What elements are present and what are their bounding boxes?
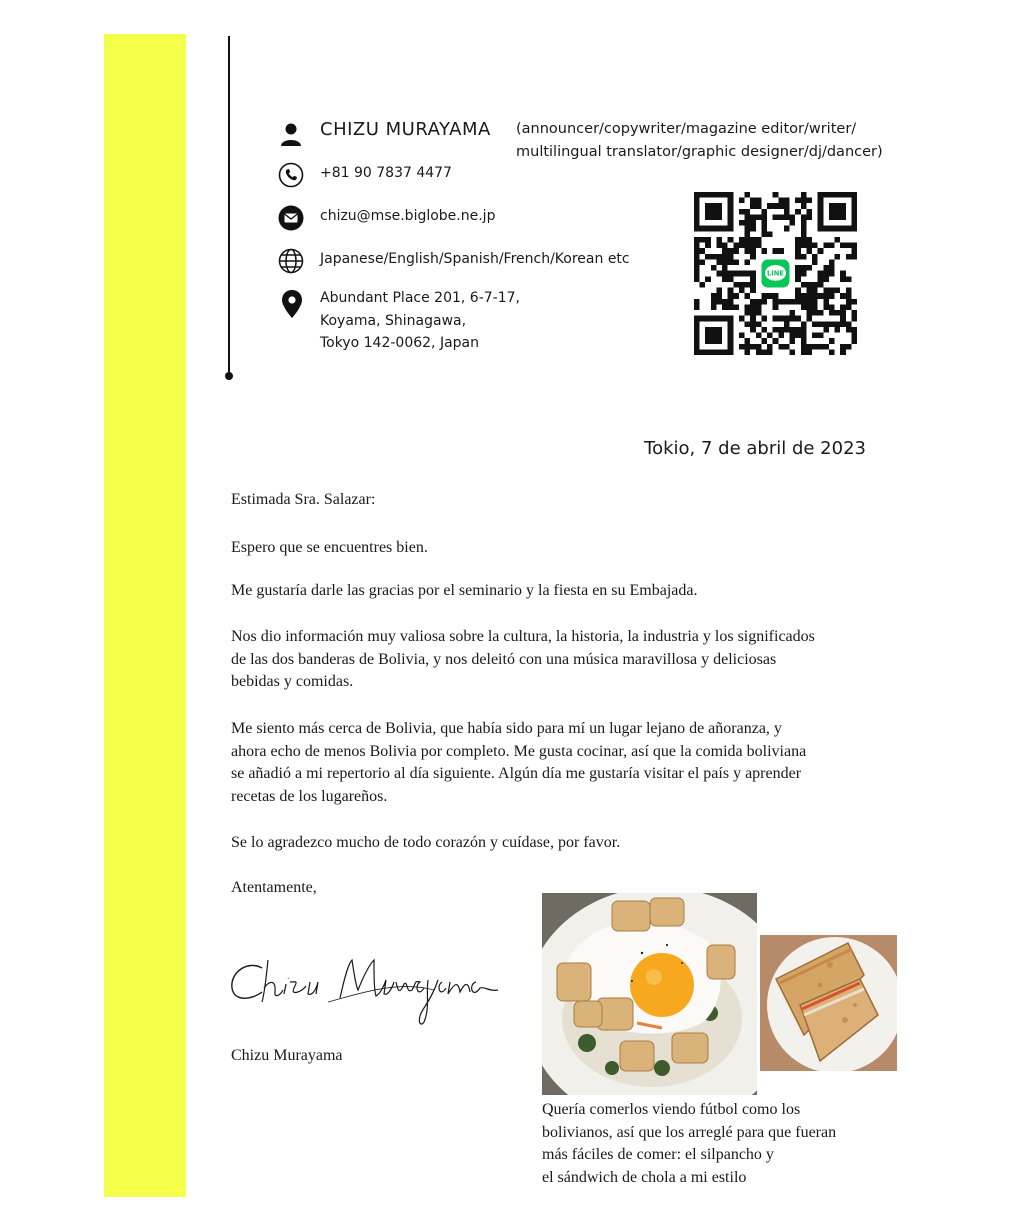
paragraph-3: Nos dio información muy valiosa sobre la cultura, la historia, la industria y los significados de las dos banderas de Bolivia, y nos deleitó con una música maravillosa y deliciosas bebidas y comidas. bbox=[231, 628, 815, 690]
person-icon bbox=[278, 121, 304, 147]
salutation: Estimada Sra. Salazar: bbox=[231, 491, 376, 508]
caption-line-3: más fáciles de comer: el silpancho y bbox=[542, 1146, 774, 1163]
contact-languages: Japanese/English/Spanish/French/Korean etc bbox=[320, 251, 630, 267]
divider-dot bbox=[225, 372, 233, 380]
paragraph-4: Me siento más cerca de Bolivia, que había sido para mí un lugar lejano de añoranza, y ahora echo de menos Bolivia por completo. Me gusta cocinar, así que la comida boliviana se añadió a mi repertorio al día siguiente. Algún día me gustaría visitar el país y aprender recetas de los lugareños. bbox=[231, 720, 807, 805]
contact-roles bbox=[516, 118, 883, 164]
yellow-side-bar bbox=[104, 34, 186, 1197]
address-line-3: Tokyo 142-0062, Japan bbox=[320, 335, 479, 351]
contact-name: CHIZU MURAYAMA bbox=[320, 119, 491, 140]
caption-line-1: Quería comerlos viendo fútbol como los bbox=[542, 1101, 801, 1118]
phone-icon bbox=[278, 162, 304, 188]
closing: Atentamente, bbox=[231, 879, 317, 896]
roles-line-2: multilingual translator/graphic designer/dj/dancer) bbox=[516, 144, 883, 160]
address-line-2: Koyama, Shinagawa, bbox=[320, 312, 467, 329]
photo-caption bbox=[542, 1099, 922, 1189]
signed-name: Chizu Murayama bbox=[231, 1047, 343, 1064]
caption-line-4: el sándwich de chola a mi estilo bbox=[542, 1168, 747, 1186]
paragraph-2: Me gustaría darle las gracias por el seminario y la fiesta en su Embajada. bbox=[231, 582, 698, 599]
silpancho-photo bbox=[542, 893, 757, 1095]
location-pin-icon bbox=[279, 289, 305, 319]
line-badge-label: LINE bbox=[766, 269, 785, 278]
letter-date: Tokio, 7 de abril de 2023 bbox=[644, 438, 866, 459]
roles-line-1: (announcer/copywriter/magazine editor/writer/ bbox=[516, 121, 857, 137]
globe-icon bbox=[278, 248, 304, 274]
vertical-divider-line bbox=[228, 36, 230, 376]
qr-code-icon bbox=[694, 192, 857, 355]
contact-address bbox=[320, 287, 520, 355]
contact-email: chizu@mse.biglobe.ne.jp bbox=[320, 208, 496, 224]
paragraph-1: Espero que se encuentres bien. bbox=[231, 539, 428, 556]
handwritten-signature bbox=[228, 950, 518, 1040]
sandwich-de-chola-photo bbox=[760, 935, 897, 1071]
paragraph-5: Se lo agradezco mucho de todo corazón y cuídase, por favor. bbox=[231, 834, 621, 851]
mail-icon bbox=[278, 205, 304, 231]
address-line-1: Abundant Place 201, 6-7-17, bbox=[320, 290, 520, 306]
contact-phone: +81 90 7837 4477 bbox=[320, 165, 452, 181]
caption-line-2: bolivianos, así que los arreglé para que fueran bbox=[542, 1123, 837, 1141]
